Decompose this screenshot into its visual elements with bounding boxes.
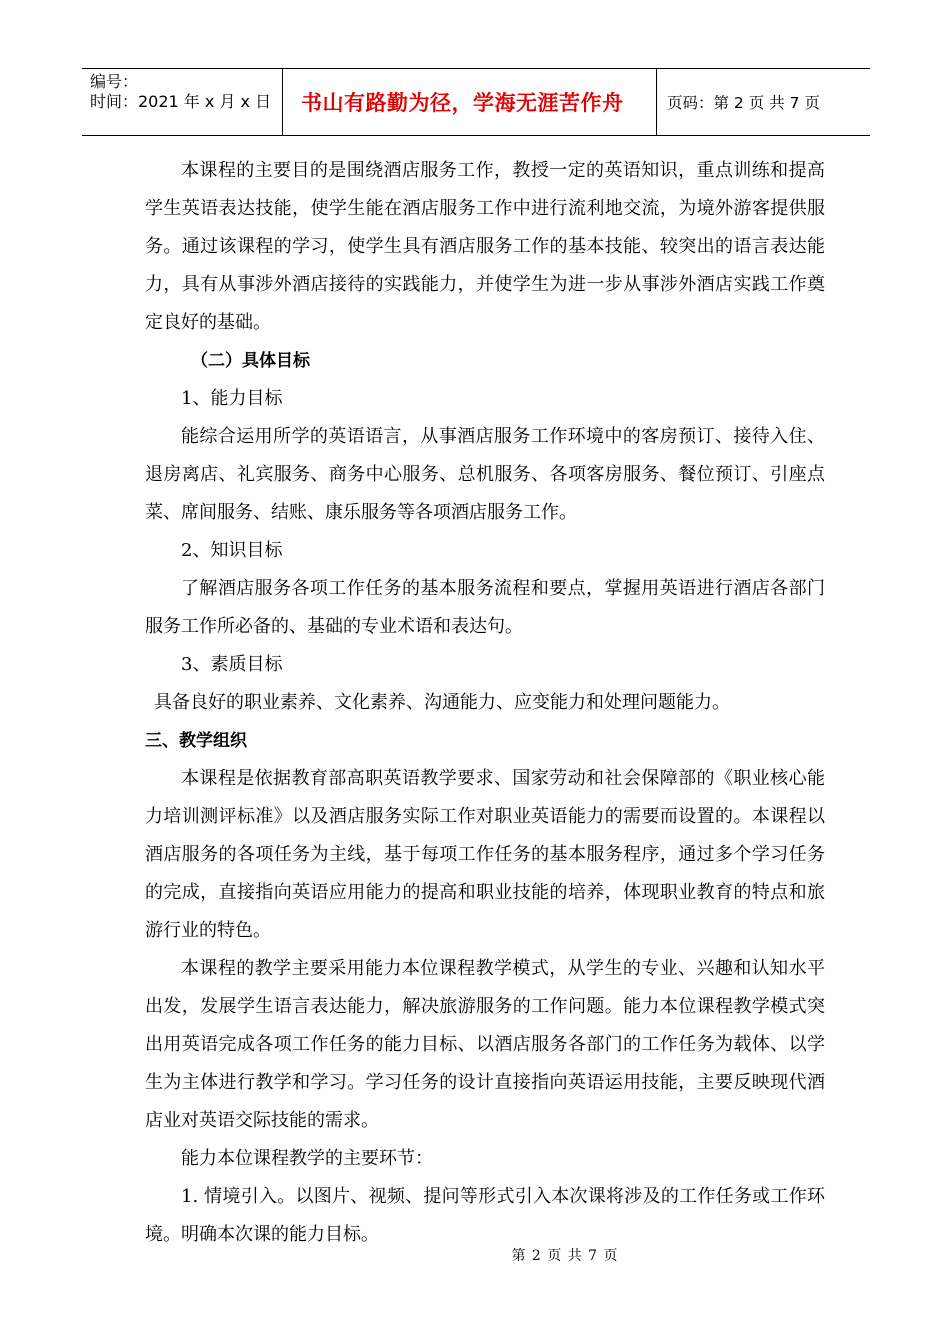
header-motto-cell — [283, 69, 657, 135]
header-meta-cell — [82, 69, 283, 135]
document-number-label: 编号： — [90, 72, 139, 91]
paragraph-teaching-mode: 本课程的教学主要采用能力本位课程教学模式，从学生的专业、兴趣和认知水平出发，发展学生语言表达能力，解决旅游服务的工作问题。能力本位课程教学模式突出用英语完成各项工作任务的能力目标、以酒店服务各部门的工作任务为载体、以学生为主体进行教学和学习。学习任务的设计直接指向英语运用技能，主要反映现代酒店业对英语交际技能的需求。 — [145, 958, 825, 1131]
document-date-label: 时间：2021 年 x 月 x 日 — [90, 92, 272, 111]
paragraph-ability-goal: 能综合运用所学的英语语言，从事酒店服务工作环境中的客房预订、接待入住、退房离店、礼宾服务、商务中心服务、总机服务、各项客房服务、餐位预订、引座点菜、席间服务、结账、康乐服务等各项酒店服务工作。 — [145, 426, 825, 523]
paragraph-step-1: 1. 情境引入。以图片、视频、提问等形式引入本次课将涉及的工作任务或工作环境。明确本次课的能力目标。 — [145, 1186, 825, 1245]
header-page-cell — [657, 69, 870, 135]
paragraph-main-steps: 能力本位课程教学的主要环节： — [181, 1148, 433, 1169]
header-page-label: 页码：第 2 页 共 7 页 — [667, 94, 820, 112]
heading-specific-goals: （二）具体目标 — [191, 351, 310, 371]
document-body — [145, 152, 825, 1254]
header-motto: 书山有路勤为径，学海无涯苦作舟 — [301, 91, 624, 115]
paragraph-course-purpose: 本课程的主要目的是围绕酒店服务工作，教授一定的英语知识，重点训练和提高学生英语表达技能，使学生能在酒店服务工作中进行流利地交流，为境外游客提供服务。通过该课程的学习，使学生具有酒店服务工作的基本技能、较突出的语言表达能力，具有从事涉外酒店接待的实践能力，并使学生为进一步从事涉外酒店实践工作奠定良好的基础。 — [145, 160, 825, 333]
heading-teaching-organization: 三、教学组织 — [145, 731, 247, 751]
paragraph-knowledge-goal: 了解酒店服务各项工作任务的基本服务流程和要点，掌握用英语进行酒店各部门服务工作所必备的、基础的专业术语和表达句。 — [145, 578, 825, 637]
paragraph-course-basis: 本课程是依据教育部高职英语教学要求、国家劳动和社会保障部的《职业核心能力培训测评标准》以及酒店服务实际工作对职业英语能力的需要而设置的。本课程以酒店服务的各项任务为主线，基于每项工作任务的基本服务程序，通过多个学习任务的完成，直接指向英语应用能力的提高和职业技能的培养，体现职业教育的特点和旅游行业的特色。 — [145, 768, 825, 941]
list-item-knowledge-goal: 2、知识目标 — [181, 540, 283, 561]
page-footer — [0, 1245, 950, 1265]
list-item-ability-goal: 1、能力目标 — [181, 388, 283, 409]
list-item-quality-goal: 3、素质目标 — [181, 654, 283, 675]
paragraph-quality-goal: 具备良好的职业素养、文化素养、沟通能力、应变能力和处理问题能力。 — [154, 692, 730, 713]
document-header — [82, 68, 870, 136]
footer-page-number: 第 2 页 共 7 页 — [511, 1248, 619, 1264]
